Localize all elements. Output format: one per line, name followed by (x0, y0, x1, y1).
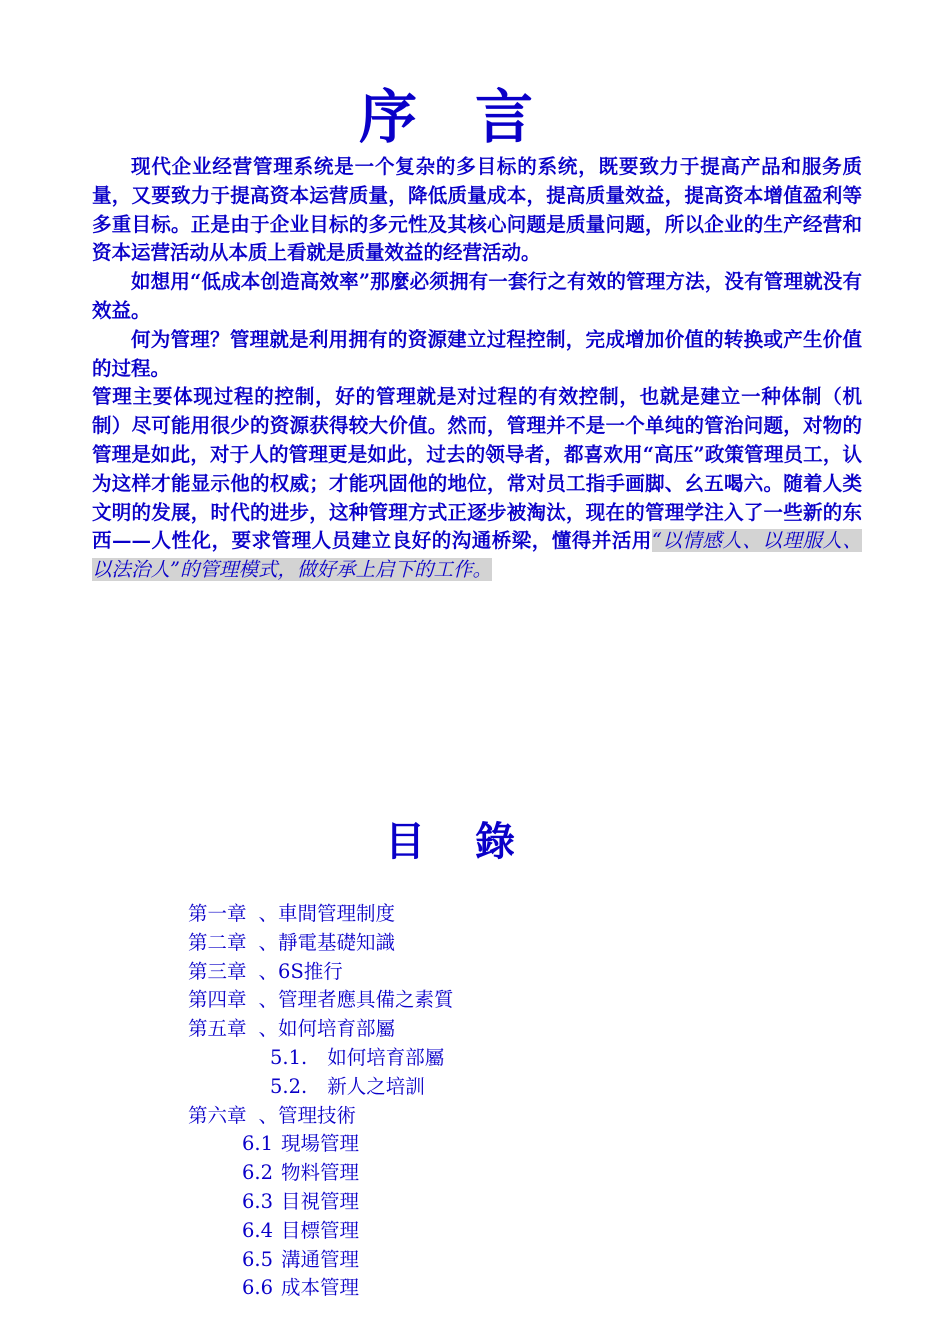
toc-item-number: 第一章 (188, 902, 247, 925)
preface-highlight-quote: “以情感人、以理服人、以法治人”的管理模式，做好承上启下的工作。 (92, 529, 862, 582)
toc-item-title: 管理技術 (278, 1103, 357, 1127)
toc-item-title: 6S推行 (278, 959, 343, 983)
toc-item[interactable] (270, 1073, 425, 1102)
toc-item-separator: 、 (258, 988, 279, 1012)
toc-item[interactable] (242, 1159, 359, 1188)
toc-item-title: 溝通管理 (281, 1247, 360, 1271)
toc-item-title: 管理者應具備之素質 (278, 988, 454, 1012)
toc-item[interactable] (242, 1246, 359, 1275)
toc-item[interactable] (242, 1188, 359, 1217)
toc-item-title: 成本管理 (281, 1276, 360, 1300)
toc-item-number: 6.3 (242, 1190, 274, 1213)
toc-item-number: 第六章 (188, 1103, 247, 1127)
toc-item[interactable] (242, 1217, 359, 1246)
toc-item[interactable] (242, 1130, 359, 1159)
toc-item-number: 5.1. (270, 1046, 308, 1069)
toc-item[interactable] (188, 1015, 395, 1044)
toc-item[interactable] (188, 986, 454, 1015)
toc-item-separator: 、 (258, 930, 279, 954)
toc-item-title: 如何培育部屬 (278, 1017, 396, 1041)
preface-paragraph-4 (92, 383, 862, 585)
toc-item-separator: 、 (258, 1103, 279, 1127)
toc-item-separator: 、 (258, 902, 279, 925)
toc-item[interactable] (242, 1274, 359, 1303)
toc-item-number: 5.2. (270, 1074, 308, 1098)
toc-item-number: 6.1 (242, 1132, 274, 1156)
preface-paragraph-2: 如想用“低成本创造高效率”那麼必须拥有一套行之有效的管理方法，没有管理就没有效益。 (92, 270, 862, 322)
toc-item-title: 車間管理制度 (278, 902, 396, 925)
toc-item-number: 第二章 (188, 930, 247, 954)
preface-paragraph-4-main: 管理主要体现过程的控制，好的管理就是对过程的有效控制，也就是建立一种体制（机制）尽可能用很少的资源获得较大价值。然而，管理并不是一个单纯的管治问题，对物的管理是如此，对于人的管理更是如此，过去的领导者，都喜欢用“高压”政策管理员工，认为这样才能显示他的权威；才能巩固他的地位，常对员工指手画脚、幺五喝六。随着人类文明的发展，时代的进步，这种管理方式正逐步被淘汰，现在的管理学注入了一些新的东西——人性化，要求管理人员建立良好的沟通桥梁，懂得并活用 (92, 385, 862, 553)
toc-item-separator: 、 (258, 959, 279, 983)
toc-item-title: 靜電基礎知識 (278, 930, 396, 954)
toc-item-number: 6.2 (242, 1161, 274, 1185)
toc-item[interactable] (188, 929, 395, 958)
toc-item-number: 第五章 (188, 1017, 247, 1041)
preface-title: 序言 (358, 83, 591, 151)
preface-paragraph-1: 现代企业经营管理系统是一个复杂的多目标的系统，既要致力于提高产品和服务质量，又要致力于提高资本运营质量，降低质量成本，提高质量效益，提高资本增值盈利等多重目标。正是由于企业目标的多元性及其核心问题是质量问题，所以企业的生产经营和资本运营活动从本质上看就是质量效益的经营活动。 (92, 155, 862, 265)
toc-item-number: 第四章 (188, 988, 247, 1012)
toc-item-number: 6.4 (242, 1218, 274, 1242)
toc-item-title: 現場管理 (281, 1132, 360, 1156)
toc-item-separator: 、 (258, 1017, 279, 1041)
toc-item[interactable] (188, 958, 343, 987)
toc-item-title: 目標管理 (281, 1218, 360, 1242)
toc-title: 目錄 (385, 818, 565, 865)
toc-item[interactable] (188, 900, 395, 929)
toc-item-title: 新人之培訓 (327, 1074, 425, 1098)
toc-item[interactable] (188, 1102, 356, 1131)
toc-item-title: 目視管理 (281, 1190, 360, 1213)
toc-item-number: 6.5 (242, 1247, 274, 1271)
preface-paragraph-3: 何为管理？管理就是利用拥有的资源建立过程控制，完成增加价值的转换或产生价值的过程。 (92, 327, 862, 380)
toc-item-title: 物料管理 (281, 1161, 360, 1185)
toc-item[interactable] (270, 1044, 444, 1073)
preface-body (92, 153, 862, 585)
toc-item-title: 如何培育部屬 (327, 1046, 445, 1069)
toc-item-number: 6.6 (242, 1276, 274, 1300)
toc-item-number: 第三章 (188, 959, 247, 983)
